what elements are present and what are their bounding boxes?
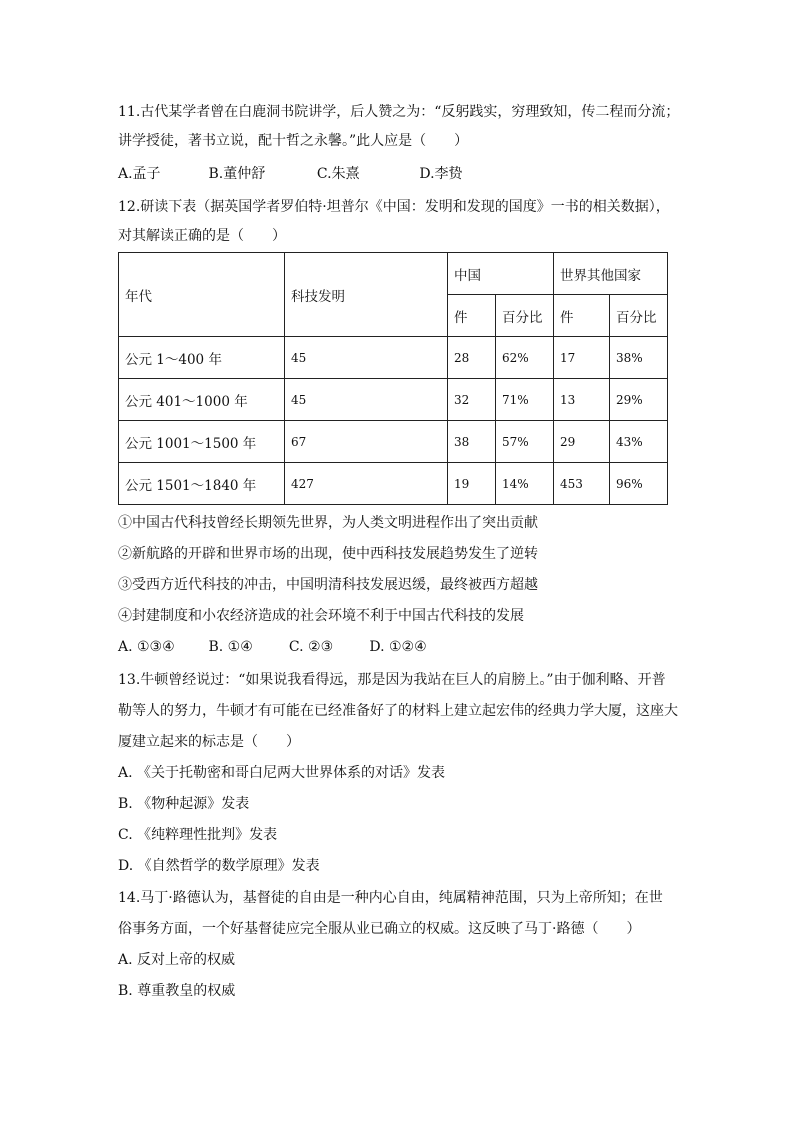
cell-total: 67 [285, 421, 448, 463]
q11-stem-line1: 11.古代某学者曾在白鹿洞书院讲学，后人赞之为：“反躬践实，穷理致知，传二程而分流； [118, 104, 680, 120]
table-row [119, 421, 668, 463]
header-china-percent: 百分比 [496, 295, 554, 337]
cell-era: 公元 401～1000 年 [119, 379, 285, 421]
header-world: 世界其他国家 [554, 253, 668, 295]
q13-option-c[interactable]: C. 《纯粹理性批判》发表 [118, 827, 278, 843]
cell-china-count: 38 [448, 421, 496, 463]
q14-stem-line1: 14.马丁·路德认为，基督徒的自由是一种内心自由，纯属精神范围，只为上帝所知；在世 [118, 890, 663, 906]
q13-option-b[interactable]: B. 《物种起源》发表 [118, 796, 250, 812]
cell-total: 45 [285, 337, 448, 379]
q11-option-a[interactable]: A.孟子 [118, 166, 161, 182]
cell-total: 45 [285, 379, 448, 421]
table-row [119, 463, 668, 505]
table-row [119, 379, 668, 421]
q12-statement-2: ②新航路的开辟和世界市场的出现，使中西科技发展趋势发生了逆转 [118, 546, 538, 562]
cell-world-percent: 38% [610, 337, 668, 379]
cell-era: 公元 1～400 年 [119, 337, 285, 379]
cell-world-count: 17 [554, 337, 610, 379]
q14-option-b[interactable]: B. 尊重教皇的权威 [118, 983, 236, 999]
q12-options [118, 637, 427, 657]
cell-china-count: 28 [448, 337, 496, 379]
cell-world-count: 29 [554, 421, 610, 463]
cell-world-percent: 96% [610, 463, 668, 505]
cell-china-percent: 57% [496, 421, 554, 463]
invention-statistics-table [118, 252, 668, 505]
q12-statement-1: ①中国古代科技曾经长期领先世界，为人类文明进程作出了突出贡献 [118, 515, 538, 531]
header-world-percent: 百分比 [610, 295, 668, 337]
cell-china-percent: 62% [496, 337, 554, 379]
cell-total: 427 [285, 463, 448, 505]
q13-stem-line3: 厦建立起来的标志是（ ） [118, 734, 300, 750]
q12-statement-4: ④封建制度和小农经济造成的社会环境不利于中国古代科技的发展 [118, 608, 524, 624]
table-row [119, 337, 668, 379]
q12-stem-line1: 12.研读下表（据英国学者罗伯特·坦普尔《中国：发明和发现的国度》一书的相关数据）， [118, 199, 670, 215]
q11-stem-line2: 讲学授徒，著书立说，配十哲之永馨。”此人应是（ ） [118, 133, 469, 149]
cell-world-count: 453 [554, 463, 610, 505]
q12-statement-3: ③受西方近代科技的冲击，中国明清科技发展迟缓，最终被西方超越 [118, 577, 538, 593]
cell-world-percent: 43% [610, 421, 668, 463]
q13-stem-line1: 13.牛顿曾经说过：“如果说我看得远，那是因为我站在巨人的肩膀上。”由于伽利略、开普 [118, 672, 666, 688]
q13-option-a[interactable]: A. 《关于托勒密和哥白尼两大世界体系的对话》发表 [118, 765, 446, 781]
q11-option-c[interactable]: C.朱熹 [316, 166, 360, 182]
cell-china-percent: 71% [496, 379, 554, 421]
cell-china-percent: 14% [496, 463, 554, 505]
q11-options [118, 164, 463, 184]
q12-option-b[interactable]: B. ①④ [208, 639, 253, 655]
header-china-count: 件 [448, 295, 496, 337]
q12-option-c[interactable]: C. ②③ [288, 639, 334, 655]
cell-china-count: 19 [448, 463, 496, 505]
q11-option-b[interactable]: B.董仲舒 [208, 166, 266, 182]
header-inventions: 科技发明 [285, 253, 448, 337]
header-era: 年代 [119, 253, 285, 337]
q14-option-a[interactable]: A. 反对上帝的权威 [118, 952, 236, 968]
cell-era: 公元 1001～1500 年 [119, 421, 285, 463]
header-world-count: 件 [554, 295, 610, 337]
cell-world-count: 13 [554, 379, 610, 421]
cell-world-percent: 29% [610, 379, 668, 421]
cell-china-count: 32 [448, 379, 496, 421]
q12-option-a[interactable]: A. ①③④ [118, 639, 175, 655]
q12-stem-line2: 对其解读正确的是（ ） [118, 228, 286, 244]
cell-era: 公元 1501～1840 年 [119, 463, 285, 505]
q12-option-d[interactable]: D. ①②④ [369, 639, 427, 655]
header-china: 中国 [448, 253, 554, 295]
q13-option-d[interactable]: D. 《自然哲学的数学原理》发表 [118, 858, 320, 874]
q11-option-d[interactable]: D.李贽 [419, 166, 463, 182]
q14-stem-line2: 俗事务方面，一个好基督徒应完全服从业已确立的权威。这反映了马丁·路德（ ） [118, 921, 641, 937]
q13-stem-line2: 勒等人的努力，牛顿才有可能在已经准备好了的材料上建立起宏伟的经典力学大厦，这座大 [118, 703, 678, 719]
